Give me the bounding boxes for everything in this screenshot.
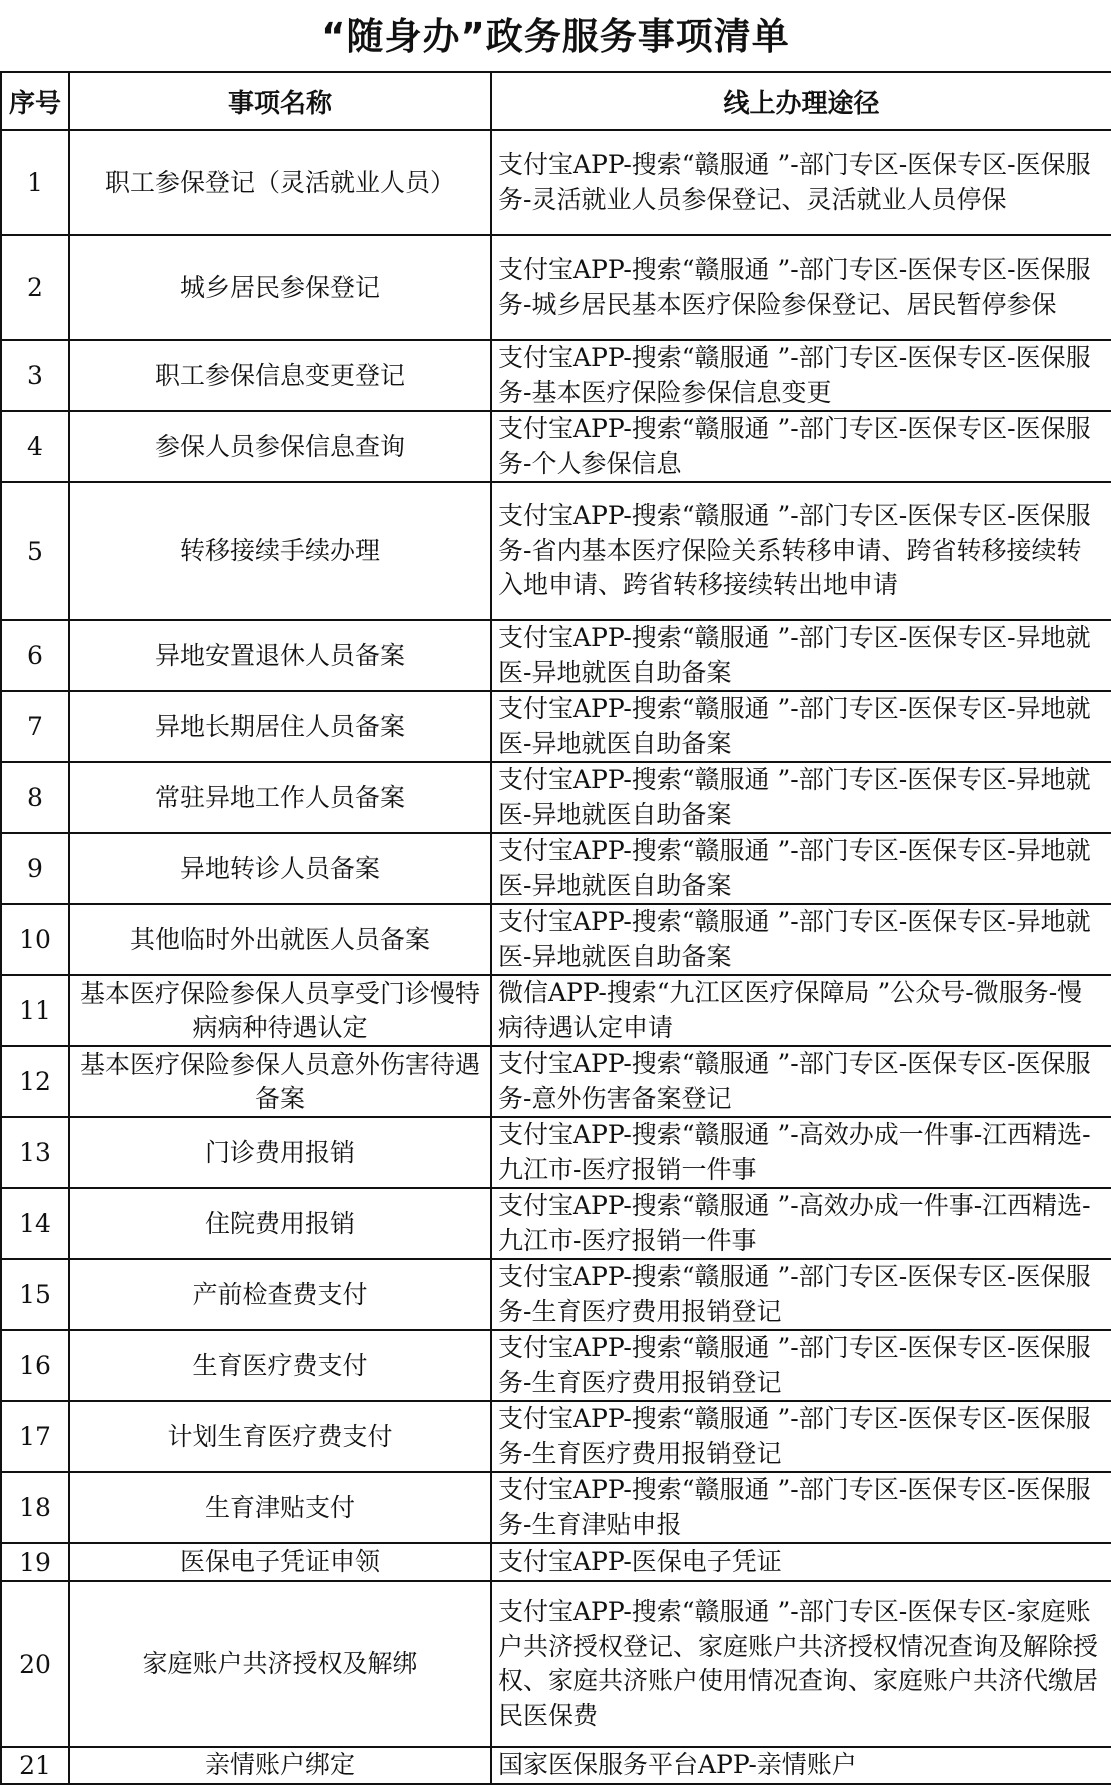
table-row (1, 130, 1111, 235)
item-name: 其他临时外出就医人员备案 (69, 904, 491, 975)
table-row (1, 1747, 1111, 1784)
online-path: 支付宝APP-搜索“赣服通 ”-部门专区-医保专区-异地就医-异地就医自助备案 (491, 691, 1111, 762)
item-name: 职工参保登记（灵活就业人员） (69, 130, 491, 235)
row-number: 9 (1, 833, 69, 904)
online-path: 支付宝APP-搜索“赣服通 ”-部门专区-医保专区-医保服务-生育医疗费用报销登记 (491, 1259, 1111, 1330)
table-row (1, 1543, 1111, 1581)
item-name: 异地转诊人员备案 (69, 833, 491, 904)
item-name: 常驻异地工作人员备案 (69, 762, 491, 833)
row-number: 10 (1, 904, 69, 975)
row-number: 7 (1, 691, 69, 762)
service-table (0, 71, 1111, 1785)
online-path: 支付宝APP-搜索“赣服通 ”-部门专区-医保专区-医保服务-城乡居民基本医疗保险参保登记、居民暂停参保 (491, 235, 1111, 340)
table-row (1, 1472, 1111, 1543)
online-path: 支付宝APP-搜索“赣服通 ”-部门专区-医保专区-医保服务-生育医疗费用报销登记 (491, 1401, 1111, 1472)
item-name: 职工参保信息变更登记 (69, 340, 491, 411)
online-path: 支付宝APP-搜索“赣服通 ”-高效办成一件事-江西精选-九江市-医疗报销一件事 (491, 1188, 1111, 1259)
row-number: 17 (1, 1401, 69, 1472)
online-path: 支付宝APP-搜索“赣服通 ”-部门专区-医保专区-医保服务-个人参保信息 (491, 411, 1111, 482)
online-path: 支付宝APP-搜索“赣服通 ”-部门专区-医保专区-家庭账户共济授权登记、家庭账户共济授权情况查询及解除授权、家庭共济账户使用情况查询、家庭账户共济代缴居民医保费 (491, 1581, 1111, 1747)
table-row (1, 762, 1111, 833)
item-name: 基本医疗保险参保人员享受门诊慢特病病种待遇认定 (69, 975, 491, 1046)
item-name: 门诊费用报销 (69, 1117, 491, 1188)
row-number: 18 (1, 1472, 69, 1543)
table-row (1, 904, 1111, 975)
row-number: 15 (1, 1259, 69, 1330)
table-row (1, 1188, 1111, 1259)
online-path: 支付宝APP-搜索“赣服通 ”-部门专区-医保专区-医保服务-生育医疗费用报销登记 (491, 1330, 1111, 1401)
row-number: 14 (1, 1188, 69, 1259)
online-path: 支付宝APP-搜索“赣服通 ”-部门专区-医保专区-医保服务-意外伤害备案登记 (491, 1046, 1111, 1117)
online-path: 微信APP-搜索“九江区医疗保障局 ”公众号-微服务-慢病待遇认定申请 (491, 975, 1111, 1046)
row-number: 1 (1, 130, 69, 235)
row-number: 13 (1, 1117, 69, 1188)
item-name: 产前检查费支付 (69, 1259, 491, 1330)
table-header-row (1, 72, 1111, 130)
row-number: 6 (1, 620, 69, 691)
header-name: 事项名称 (69, 72, 491, 130)
table-row (1, 833, 1111, 904)
table-row (1, 1259, 1111, 1330)
online-path: 支付宝APP-搜索“赣服通 ”-高效办成一件事-江西精选-九江市-医疗报销一件事 (491, 1117, 1111, 1188)
online-path: 支付宝APP-搜索“赣服通 ”-部门专区-医保专区-医保服务-基本医疗保险参保信息变更 (491, 340, 1111, 411)
row-number: 5 (1, 482, 69, 620)
table-row (1, 1581, 1111, 1747)
header-no: 序号 (1, 72, 69, 130)
row-number: 16 (1, 1330, 69, 1401)
row-number: 3 (1, 340, 69, 411)
online-path: 国家医保服务平台APP-亲情账户 (491, 1747, 1111, 1784)
item-name: 转移接续手续办理 (69, 482, 491, 620)
row-number: 4 (1, 411, 69, 482)
header-path: 线上办理途径 (491, 72, 1111, 130)
row-number: 12 (1, 1046, 69, 1117)
online-path: 支付宝APP-搜索“赣服通 ”-部门专区-医保专区-异地就医-异地就医自助备案 (491, 833, 1111, 904)
table-row (1, 340, 1111, 411)
table-row (1, 1330, 1111, 1401)
item-name: 生育津贴支付 (69, 1472, 491, 1543)
row-number: 2 (1, 235, 69, 340)
item-name: 城乡居民参保登记 (69, 235, 491, 340)
table-row (1, 411, 1111, 482)
item-name: 计划生育医疗费支付 (69, 1401, 491, 1472)
item-name: 异地长期居住人员备案 (69, 691, 491, 762)
online-path: 支付宝APP-医保电子凭证 (491, 1543, 1111, 1581)
online-path: 支付宝APP-搜索“赣服通 ”-部门专区-医保专区-异地就医-异地就医自助备案 (491, 904, 1111, 975)
table-row (1, 482, 1111, 620)
row-number: 8 (1, 762, 69, 833)
online-path: 支付宝APP-搜索“赣服通 ”-部门专区-医保专区-医保服务-省内基本医疗保险关系转移申请、跨省转移接续转入地申请、跨省转移接续转出地申请 (491, 482, 1111, 620)
row-number: 21 (1, 1747, 69, 1784)
table-row (1, 1401, 1111, 1472)
item-name: 基本医疗保险参保人员意外伤害待遇备案 (69, 1046, 491, 1117)
online-path: 支付宝APP-搜索“赣服通 ”-部门专区-医保专区-异地就医-异地就医自助备案 (491, 762, 1111, 833)
table-row (1, 691, 1111, 762)
row-number: 20 (1, 1581, 69, 1747)
row-number: 19 (1, 1543, 69, 1581)
item-name: 医保电子凭证申领 (69, 1543, 491, 1581)
table-row (1, 235, 1111, 340)
item-name: 参保人员参保信息查询 (69, 411, 491, 482)
table-row (1, 975, 1111, 1046)
row-number: 11 (1, 975, 69, 1046)
online-path: 支付宝APP-搜索“赣服通 ”-部门专区-医保专区-异地就医-异地就医自助备案 (491, 620, 1111, 691)
table-row (1, 620, 1111, 691)
item-name: 亲情账户绑定 (69, 1747, 491, 1784)
online-path: 支付宝APP-搜索“赣服通 ”-部门专区-医保专区-医保服务-生育津贴申报 (491, 1472, 1111, 1543)
page-title: “随身办”政务服务事项清单 (321, 15, 790, 58)
item-name: 生育医疗费支付 (69, 1330, 491, 1401)
item-name: 住院费用报销 (69, 1188, 491, 1259)
item-name: 家庭账户共济授权及解绑 (69, 1581, 491, 1747)
item-name: 异地安置退休人员备案 (69, 620, 491, 691)
online-path: 支付宝APP-搜索“赣服通 ”-部门专区-医保专区-医保服务-灵活就业人员参保登记、灵活就业人员停保 (491, 130, 1111, 235)
table-row (1, 1046, 1111, 1117)
table-row (1, 1117, 1111, 1188)
